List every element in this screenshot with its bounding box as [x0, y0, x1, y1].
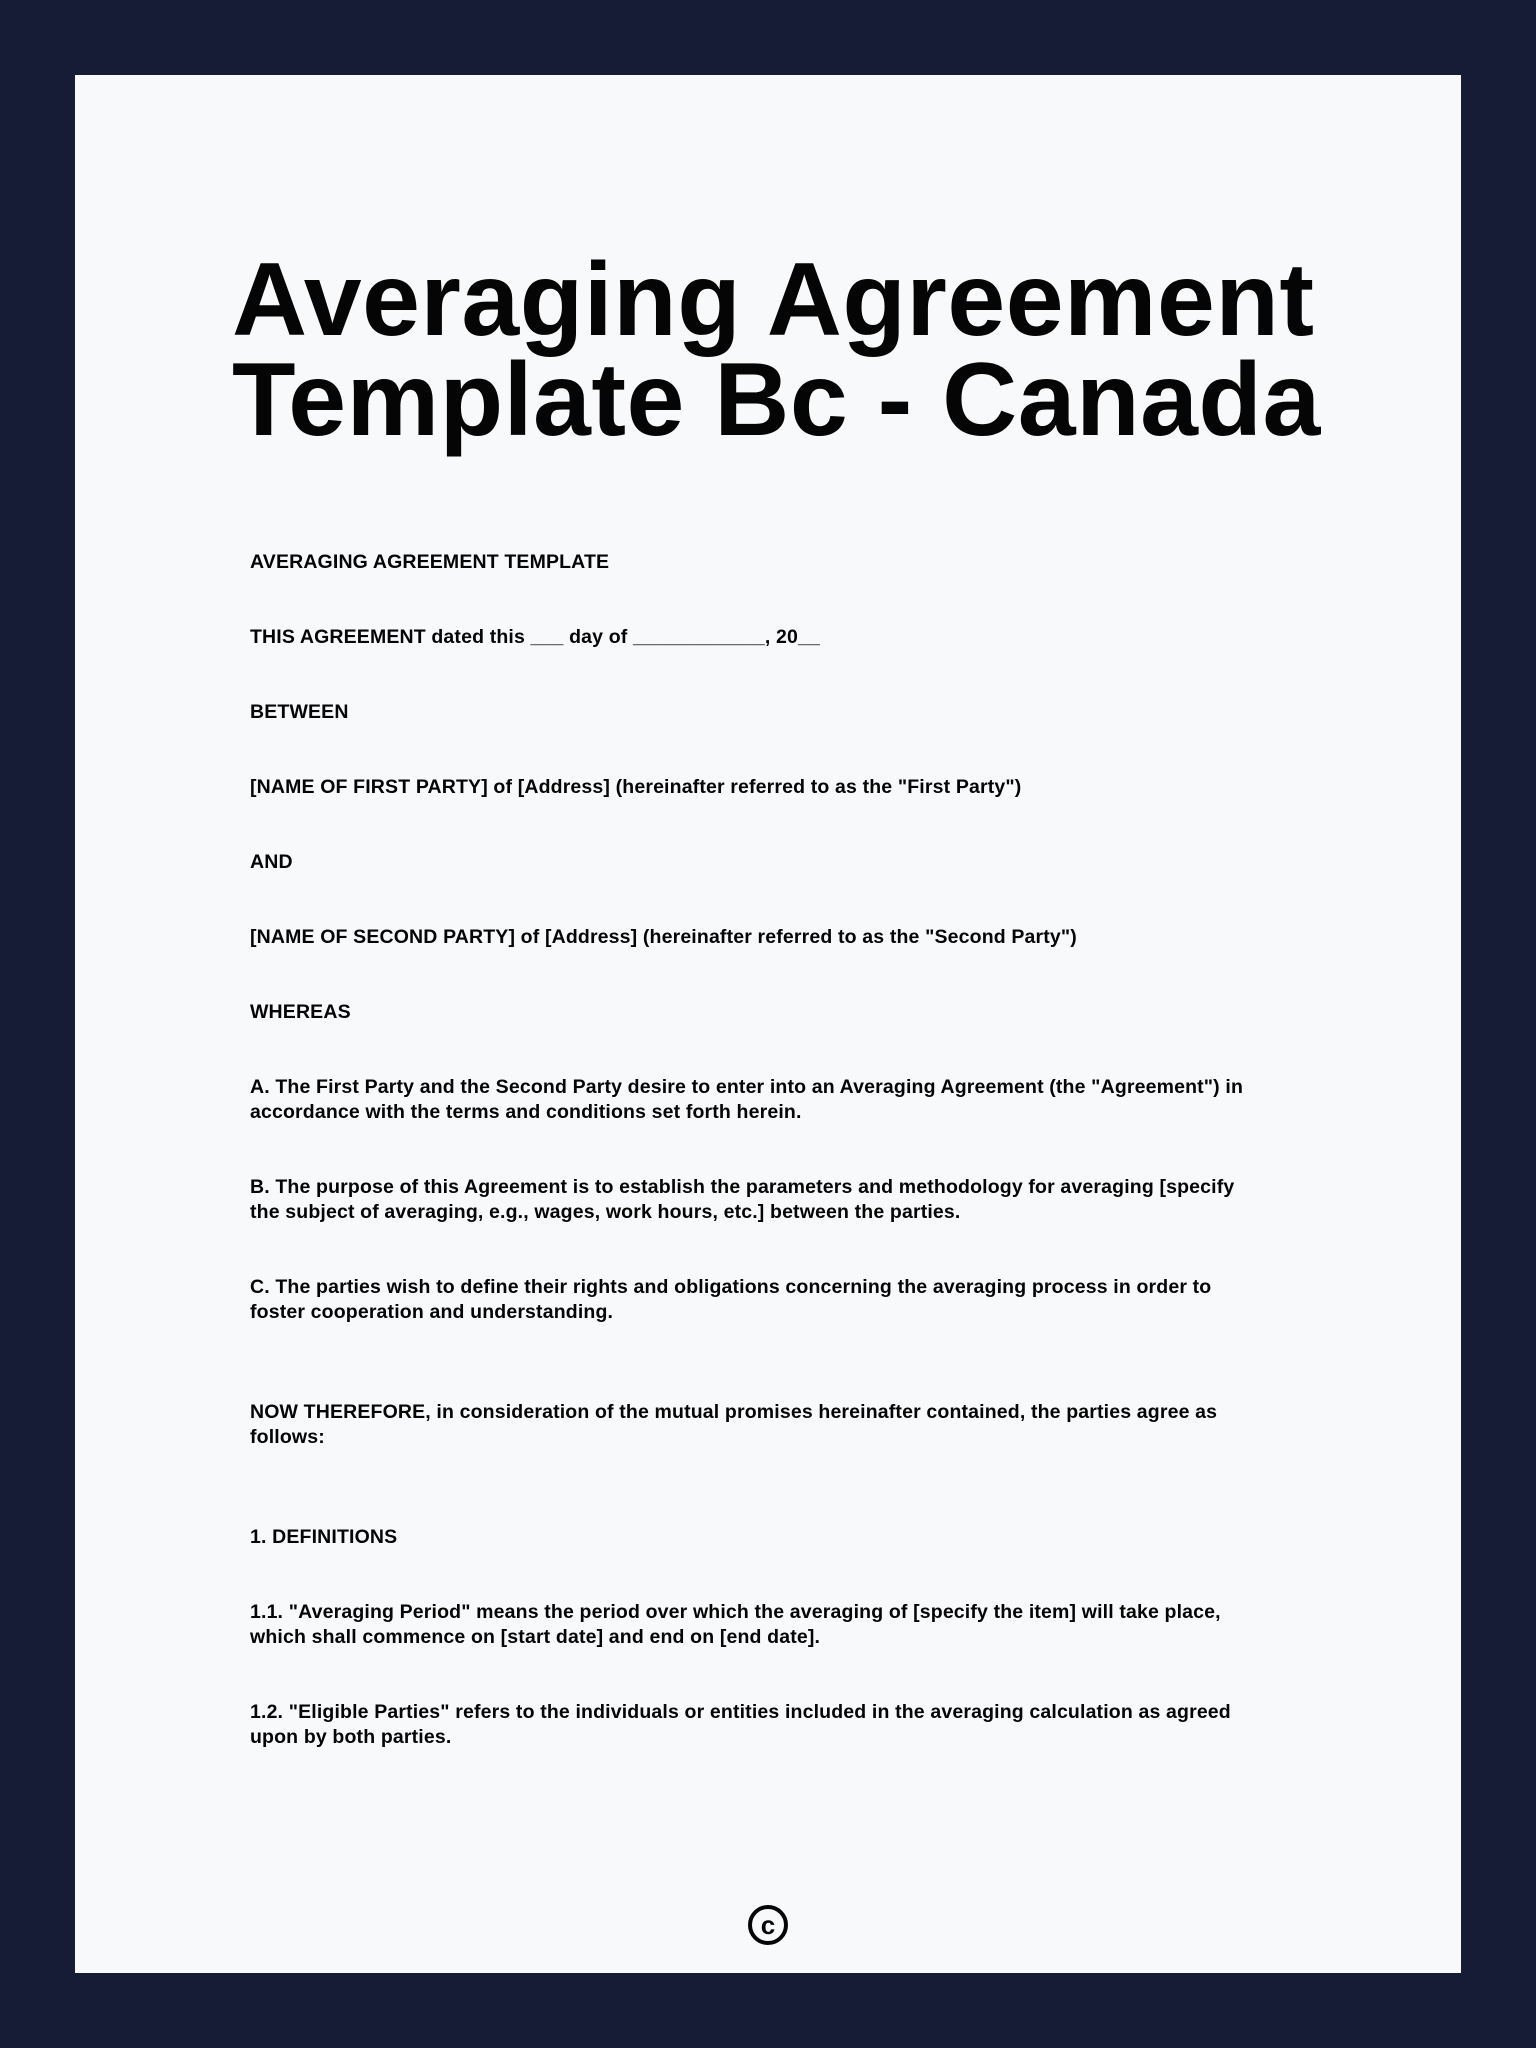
- definition-1-1: 1.1. "Averaging Period" means the period over which the averaging of [specify the item] will take place, which shall commence on [start date] and end on [end date].: [250, 1601, 1221, 1648]
- recital-c: C. The parties wish to define their rights and obligations concerning the averaging process in order to foster cooperation and understanding.: [250, 1276, 1212, 1323]
- recital-b: B. The purpose of this Agreement is to establish the parameters and methodology for averaging [specify the subject of averaging, e.g., wages, work hours, etc.] between the parties.: [250, 1176, 1235, 1223]
- document-title-line-1: Averaging Agreement: [232, 242, 1315, 358]
- template-heading: AVERAGING AGREEMENT TEMPLATE: [250, 551, 610, 573]
- definitions-heading: 1. DEFINITIONS: [250, 1526, 398, 1548]
- recital-a: A. The First Party and the Second Party desire to enter into an Averaging Agreement (the "Agreement") in accordance with the terms and conditions set forth herein.: [250, 1076, 1244, 1123]
- document-title-line-2: Template Bc - Canada: [232, 342, 1321, 458]
- now-therefore-clause: NOW THEREFORE, in consideration of the mutual promises hereinafter contained, the parties agree as follows:: [250, 1401, 1218, 1448]
- document-page: [75, 75, 1461, 1973]
- document-title: [232, 242, 1332, 458]
- whereas-heading: WHEREAS: [250, 1001, 351, 1023]
- definition-1-2: 1.2. "Eligible Parties" refers to the individuals or entities included in the averaging calculation as agreed upon by both parties.: [250, 1701, 1231, 1748]
- second-party-line: [NAME OF SECOND PARTY] of [Address] (hereinafter referred to as the "Second Party"): [250, 926, 1077, 948]
- between-heading: BETWEEN: [250, 701, 349, 723]
- copyright-icon: c: [748, 1905, 788, 1945]
- and-heading: AND: [250, 851, 293, 873]
- agreement-date-line: THIS AGREEMENT dated this ___ day of ____________, 20__: [250, 626, 821, 648]
- first-party-line: [NAME OF FIRST PARTY] of [Address] (hereinafter referred to as the "First Party"): [250, 776, 1022, 798]
